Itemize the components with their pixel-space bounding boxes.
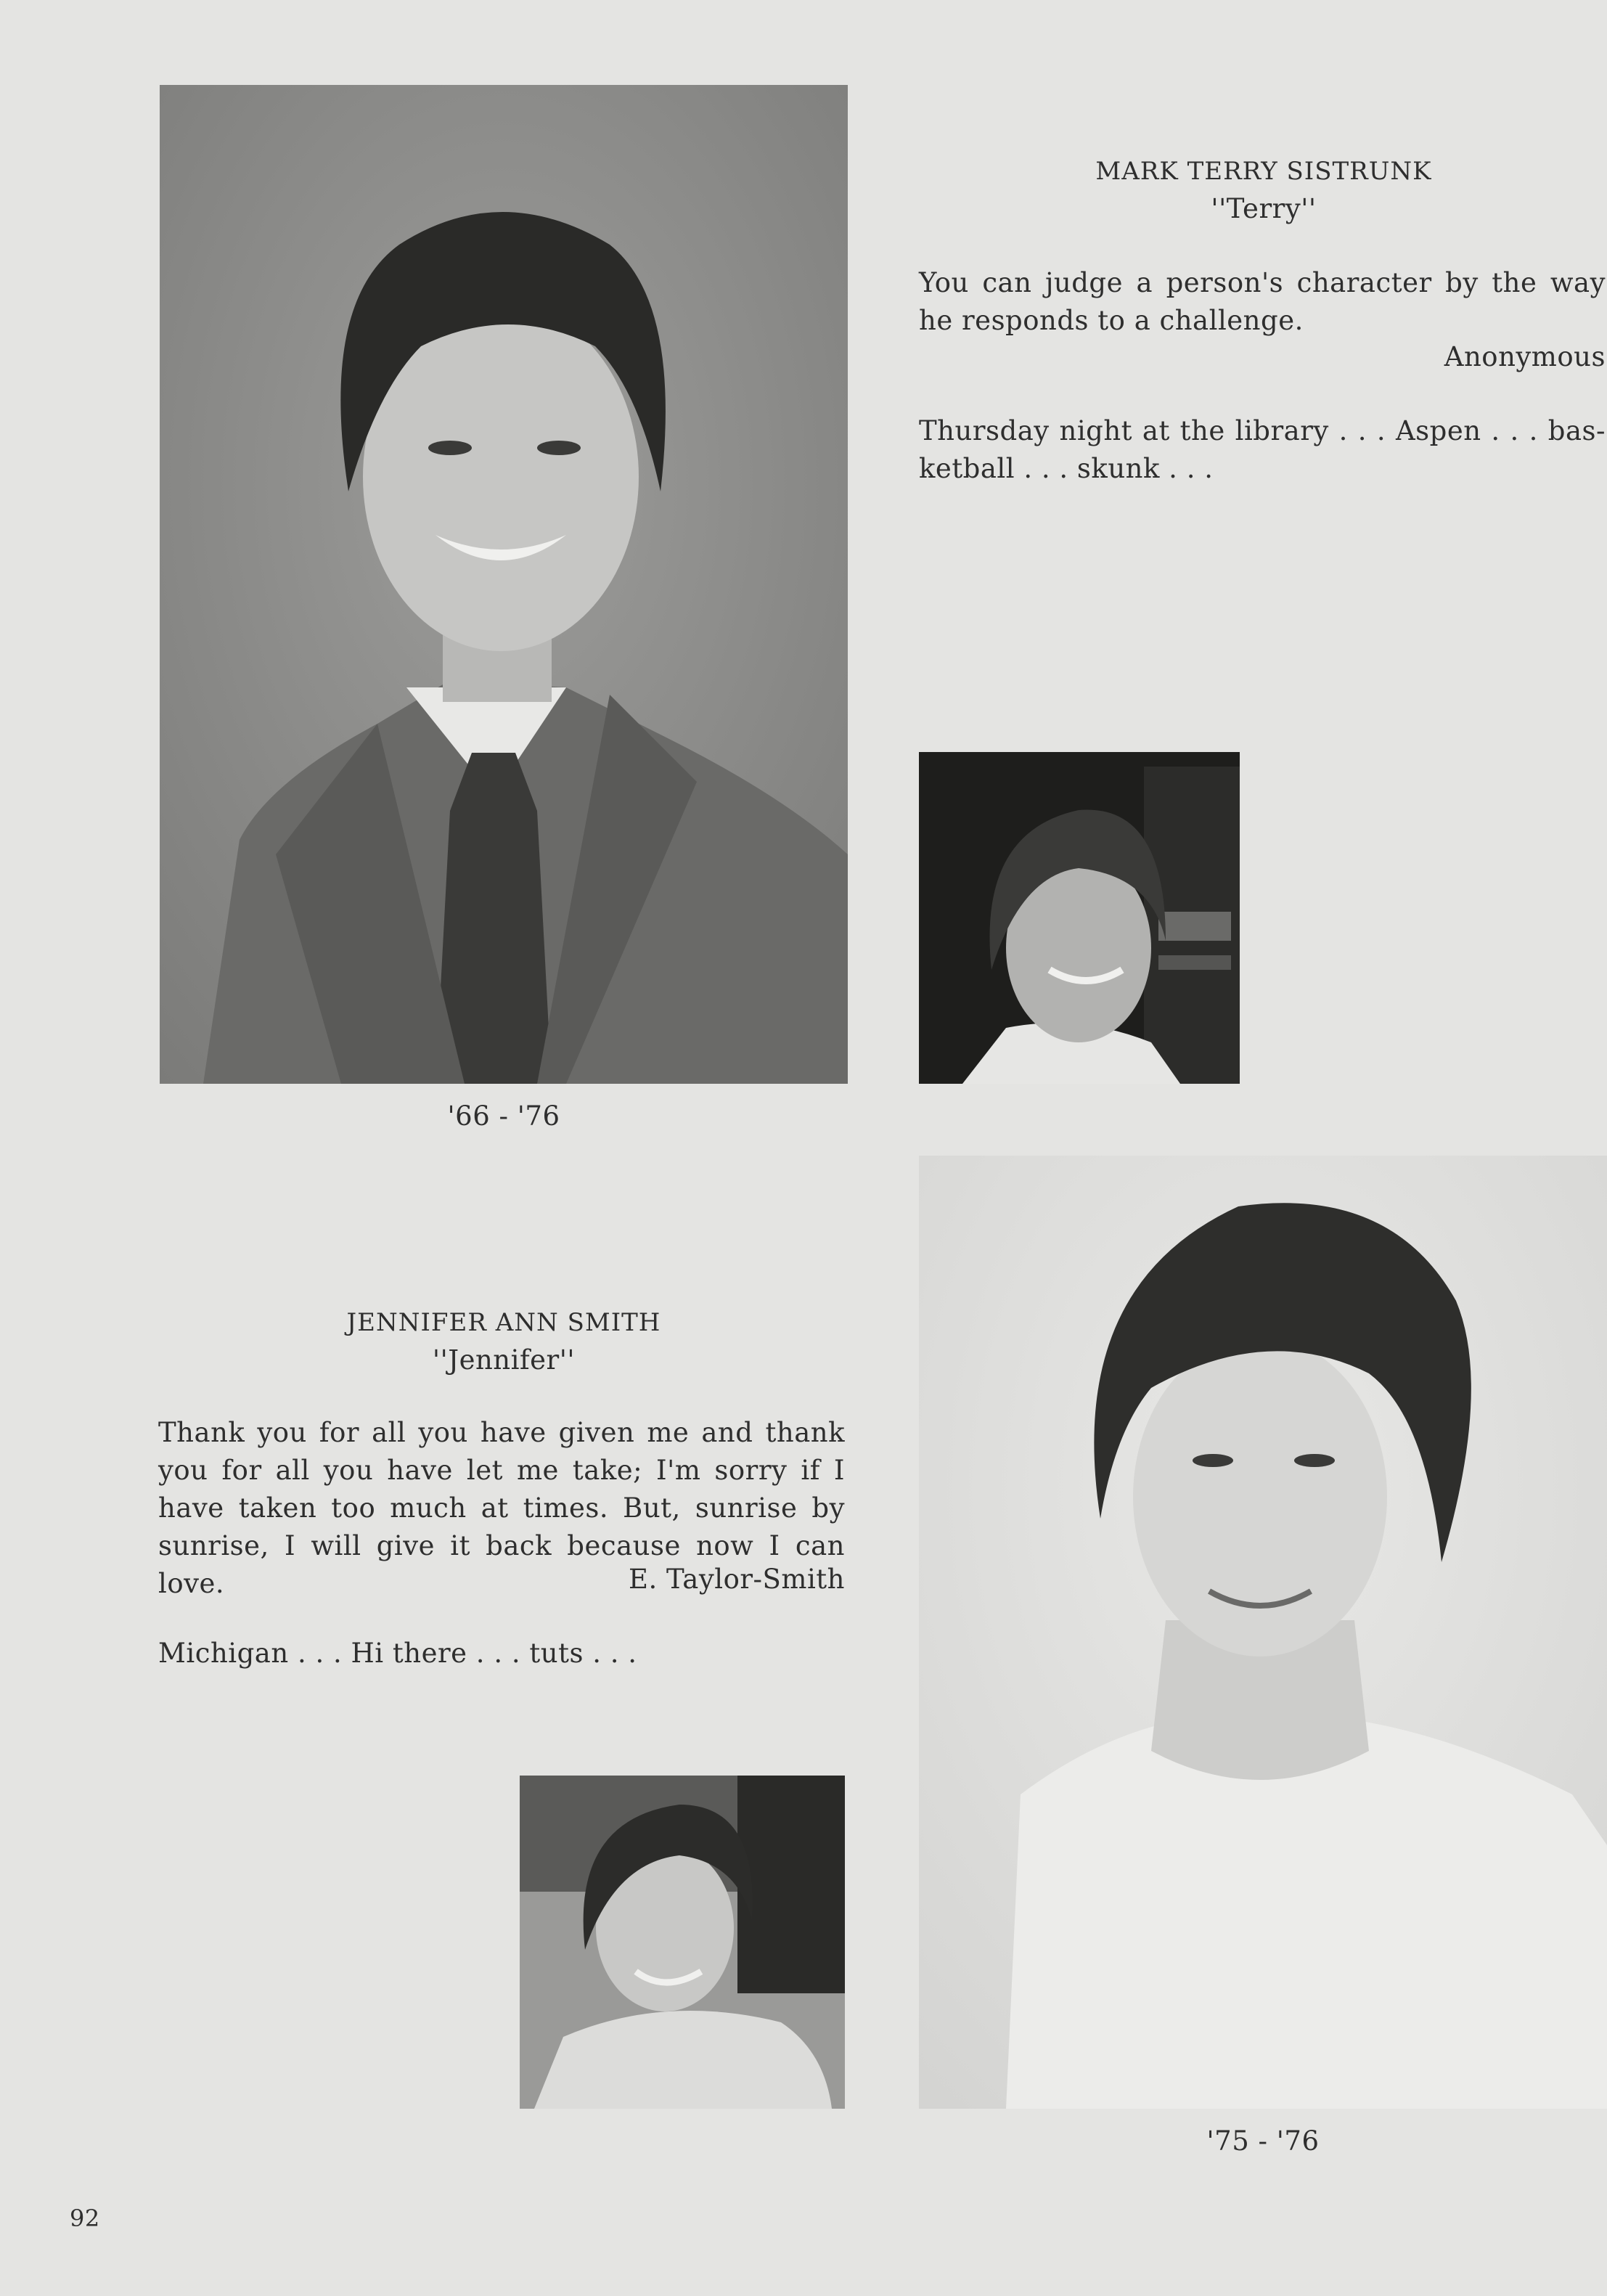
nickname-smith: ''Jennifer'' <box>432 1344 576 1376</box>
quote-author-smith: E. Taylor-Smith <box>628 1564 845 1595</box>
portrait-photo-sistrunk <box>160 85 848 1084</box>
portrait-photo-smith <box>919 1156 1607 2109</box>
student-name-sistrunk: MARK TERRY SISTRUNK <box>1095 157 1432 186</box>
memories-sistrunk: Thursday night at the library . . . Aspen . . . bas- ketball . . . skunk . . . <box>919 415 1606 484</box>
candid-photo-smith <box>520 1776 845 2109</box>
student-name-smith: JENNIFER ANN SMITH <box>346 1308 661 1337</box>
quote-smith: Thank you for all you have given me and thank you for all you have let me take; I'm sorry if I have taken too much at times. But, sunrise by sunrise, I will give it back because now I can love. <box>158 1417 845 1599</box>
quote-author-sistrunk: Anonymous <box>1444 341 1606 372</box>
candid-photo-sistrunk <box>919 752 1240 1084</box>
quote-sistrunk: You can judge a person's character by the way he responds to a challenge. <box>919 267 1606 336</box>
memories-smith: Michigan . . . Hi there . . . tuts . . . <box>158 1638 637 1669</box>
years-smith: '75 - '76 <box>1206 2125 1320 2157</box>
nickname-sistrunk: ''Terry'' <box>1211 193 1317 224</box>
page-number: 92 <box>70 2205 100 2232</box>
years-sistrunk: '66 - '76 <box>447 1100 560 1132</box>
